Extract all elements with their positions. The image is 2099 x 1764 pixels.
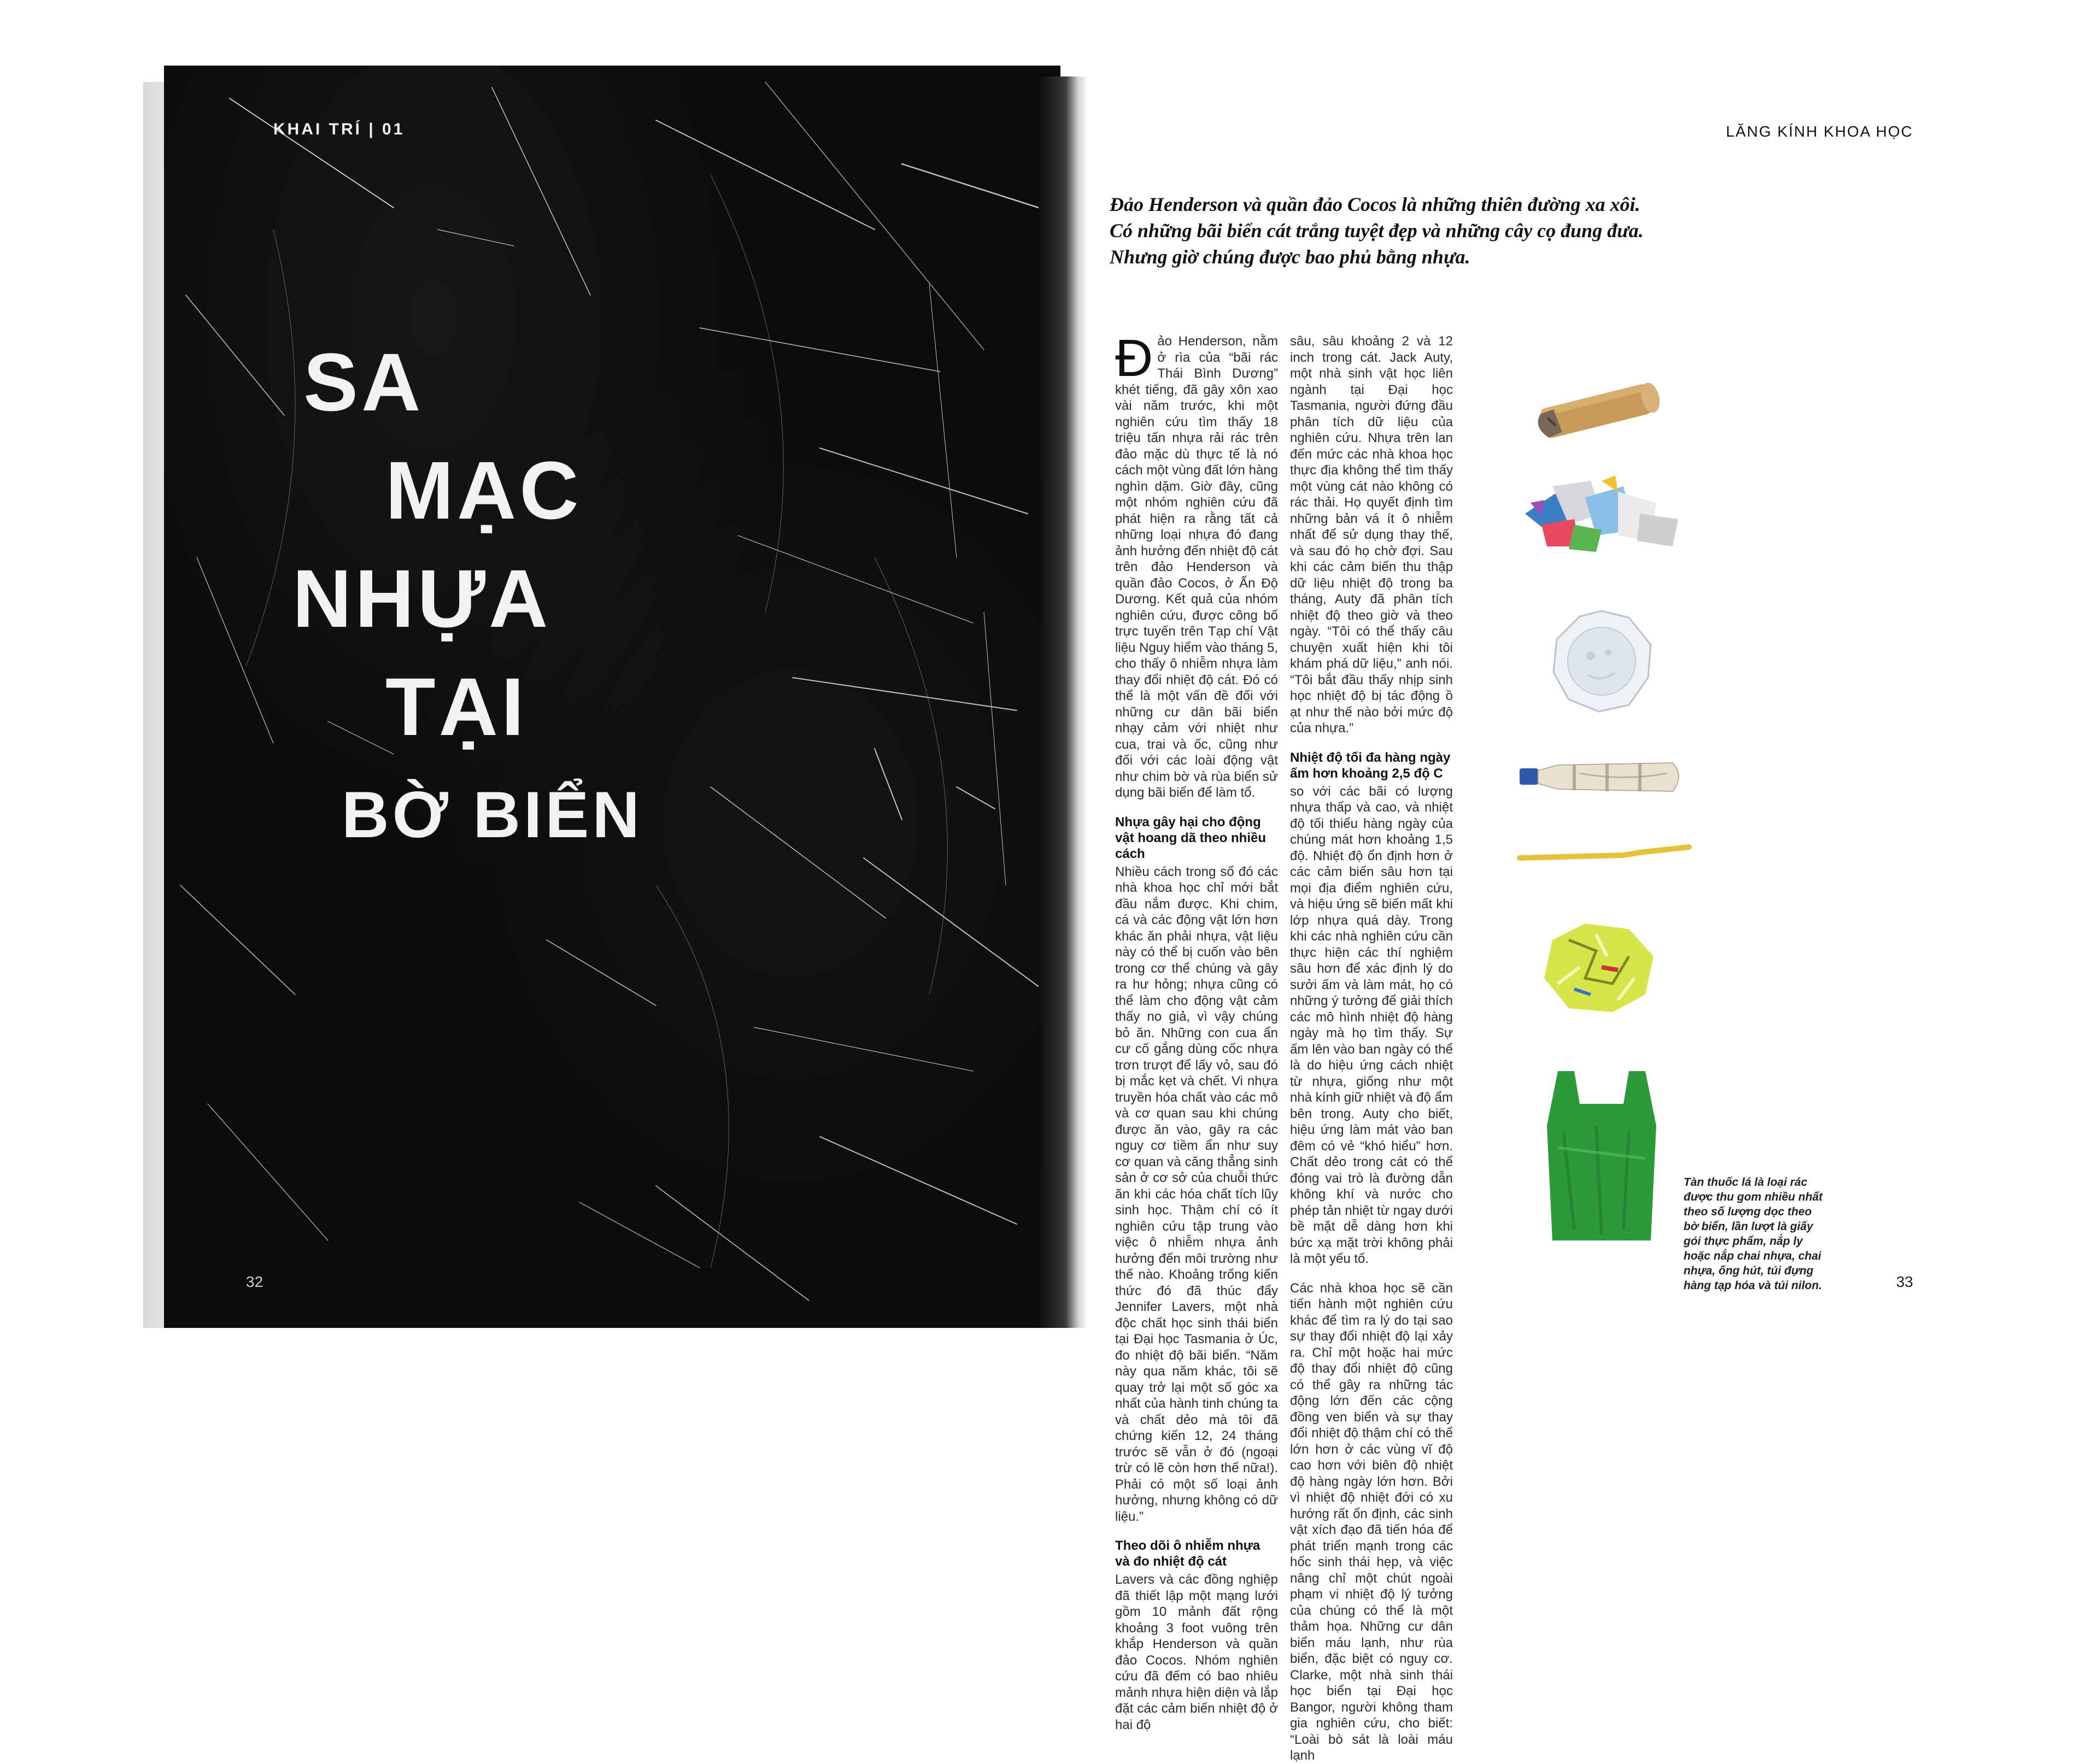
section-header: KHAI TRÍ | 01 <box>273 120 405 138</box>
food-wrappers-icon <box>1520 470 1684 552</box>
subheading: Theo dõi ô nhiễm nhựa và đo nhiệt độ cát <box>1115 1538 1260 1569</box>
spine-gutter <box>1039 77 1088 1328</box>
straw-icon <box>1514 842 1695 869</box>
text-column-1 <box>1115 329 1278 1733</box>
paragraph: so với các bãi có lượng nhựa thấp và cao, và nhiệt độ tối thiểu hàng ngày của chúng mát hơn khoảng 1,5 độ. Nhiệt độ ổn định hơn ở các cảm biến sâu hơn tại mọi địa điểm nghiên cứu, và hiệu ứng sẽ biến mất khi lớp nhựa quá dày. Trong khi các nhà nghiên cứu cần thực hiện các thí nghiệm sâu hơn để xác định lý do sưởi ấm và làm mát, họ có những ý tưởng để giải thích các mô hình nhiệt độ hàng ngày mà họ tìm thấy. Sự ấm lên vào ban ngày có thể là do hiệu ứng cách nhiệt từ nhựa, giống như một nhà kính giữ nhiệt và độ ẩm bên trong. Auty cho biết, hiệu ứng làm mát vào ban đêm có vẻ “khó hiểu” hơn. Chất dẻo trong cát có thể đóng vai trò là đường dẫn không khí và nước cho phép tản nhiệt từ ngay dưới bề mặt dễ dàng hơn khi bức xạ mặt trời không phải là một yếu tố. <box>1290 784 1453 1266</box>
section-label: LĂNG KÍNH KHOA HỌC <box>1726 123 1913 140</box>
page-number-left: 32 <box>246 1273 263 1290</box>
paragraph: Các nhà khoa học sẽ cần tiến hành một nghiên cứu khác để tìm ra lý do tại sao sự thay đổi nhiệt độ lại xảy ra. Chỉ một hoặc hai mức độ thay đổi nhiệt độ cũng có thể gây ra những tác động lớn đến các cộng đồng ven biển và sự thay đổi nhiệt độ thậm chí có thể lớn hơn ở các vùng vĩ độ cao hơn với biên độ nhiệt độ hàng ngày lớn hơn. Bởi vì nhiệt độ nhiệt đới có xu hướng rất ổn định, các sinh vật xích đạo đã tiến hóa để phát triển mạnh trong các hốc sinh thái hẹp, và việc nâng chỉ một chút ngoài phạm vi nhiệt độ lý tưởng của chúng có thể là một thảm họa. Những cư dân biển máu lạnh, như rùa biển, đặc biệt có nguy cơ. Clarke, một nhà sinh thái học biển tại Đại học Bangor, người không tham gia nghiên cứu, cho biết: “Loài bò sát là loài máu lạnh <box>1290 1280 1453 1763</box>
plastic-bottle-icon <box>1514 743 1689 809</box>
right-page <box>1088 66 1935 1763</box>
title-line-3: NHỰA <box>292 552 552 644</box>
illustration-caption: Tàn thuốc lá là loại rác được thu gom nhiều nhất theo số lượng dọc theo bờ biển, lần lượt là giấy gói thực phẩm, nắp ly hoặc nắp chai nhựa, chai nhựa, ống hút, túi đựng hàng tạp hóa và túi nilon. <box>1684 1176 1823 1292</box>
paragraph: Đảo Henderson, nằm ở rìa của “bãi rác Thái Bình Dương” khét tiếng, đã gây xôn xao vài năm trước, khi một nghiên cứu tìm thấy 18 triệu tấn nhựa rải rác trên đảo mặc dù thực tế là nó cách một vùng đất lớn hàng nghìn dặm. Giờ đây, cũng một nhóm nghiên cứu đã phát hiện ra rằng tất cả những loại nhựa đó đang ảnh hưởng đến nhiệt độ cát trên đảo Henderson và quần đảo Cocos, ở Ấn Độ Dương. Kết quả của nhóm nghiên cứu, được công bố trực tuyến trên Tạp chí Vật liệu Nguy hiểm vào tháng 5, cho thấy ô nhiễm nhựa làm thay đổi nhiệt độ cát. Đó có thể là một vấn đề đối với những cư dân bãi biển nhạy cảm với nhiệt như cua, trai và ốc, cũng như đối với các loài động vật như chim bờ và rùa biển sử dụng bãi biển để làm tổ. <box>1115 329 1278 800</box>
left-page <box>164 66 1060 1328</box>
article-title <box>292 328 643 869</box>
crumpled-wrapper-icon <box>1536 918 1662 1016</box>
subheading: Nhựa gây hại cho động vật hoang dã theo nhiều cách <box>1115 814 1267 861</box>
paragraph: sâu, sâu khoảng 2 và 12 inch trong cát. Jack Auty, một nhà sinh vật học liên ngành tại Đại học Tasmania, người đứng đầu phân tích dữ liệu của nghiên cứu. Nhựa trên lan đến mức các nhà khoa học thực địa không thể tìm thấy một vùng cát nào không có rác thải. Họ quyết định tìm những bản vá ít ô nhiễm nhất để sử dụng thay thế, và sau đó họ chờ đợi. Sau khi các cảm biến thu thập dữ liệu nhiệt độ trong ba tháng, Auty đã phân tích nhiệt độ theo giờ và theo ngày. “Tôi có thể thấy câu chuyện xuất hiện khi tôi khám phá dữ liệu,” anh nói. “Tôi bắt đầu thấy nhịp sinh học nhiệt độ bị tác động ồ ạt như thế nào bởi mức độ của nhựa.” <box>1290 334 1453 736</box>
title-line-2: MẠC <box>385 444 582 536</box>
intro-deck: Đảo Henderson và quần đảo Cocos là những thiên đường xa xôi. Có những bãi biển cát trắng tuyệt đẹp và những cây cọ đung đưa. Nhưng giờ chúng được bao phủ bằng nhựa. <box>1110 193 1644 268</box>
drop-cap: Đ <box>1115 329 1153 387</box>
paragraph: Lavers và các đồng nghiệp đã thiết lập một mạng lưới gồm 10 mảnh đất rộng khoảng 3 foot vuông trên khắp Henderson và quần đảo Cocos. Nhóm nghiên cứu đã đếm có bao nhiêu mảnh nhựa hiện diện và lắp đặt các cảm biến nhiệt độ ở hai độ <box>1115 1572 1278 1732</box>
title-line-4: TẠI <box>385 661 527 752</box>
subheading: Nhiệt độ tối đa hàng ngày ấm hơn khoảng 2,5 độ C <box>1290 750 1451 781</box>
page-number-right: 33 <box>1896 1273 1913 1290</box>
cigarette-butt-icon <box>1525 372 1678 448</box>
paragraph: Nhiều cách trong số đó các nhà khoa học chỉ mới bắt đầu nắm được. Khi chim, cá và các động vật lớn hơn khác ăn phải nhựa, vật liệu này có thể bị cuốn vào bên trong cơ thể chúng và gây ra hư hỏng; nhựa cũng có thể làm cho động vật cảm thấy no giả, vì vậy chúng bỏ ăn. Những con cua ẩn cư cố gắng dùng cốc nhựa trơn trượt để lấy vỏ, sau đó bị mắc kẹt và chết. Vi nhựa truyền hóa chất vào các mô và cơ quan sau khi chúng được ăn vào, gây ra các nguy cơ tiềm ẩn như suy cơ quan và căng thẳng sinh sản ở cơ sở của chuỗi thức ăn khi các hóa chất tích lũy sinh học. Thậm chí có ít nghiên cứu tập trung vào việc ô nhiễm nhựa ảnh hưởng đến môi trường như thế nào. Khoảng trống kiến thức đó đã thúc đẩy Jennifer Lavers, một nhà độc chất học sinh thái biển tại Đại học Tasmania ở Úc, đo nhiệt độ bãi biển. “Năm này qua năm khác, tôi sẽ quay trở lại một số góc xa nhất của hành tinh chúng ta và chất dẻo mà tôi đã chứng kiến 12, 24 tháng trước sẽ vẫn ở đó (ngoại trừ có lẽ còn hơn thế nữa!). Phải có một số loại ảnh hưởng, nhưng không có dữ liệu.” <box>1115 864 1278 1524</box>
plastic-lid-icon <box>1547 607 1656 716</box>
title-line-1: SA <box>303 336 424 428</box>
title-line-5: BỜ BIỂN <box>342 778 643 851</box>
text-column-2 <box>1290 333 1453 1764</box>
plastic-bag-icon <box>1541 1066 1662 1246</box>
